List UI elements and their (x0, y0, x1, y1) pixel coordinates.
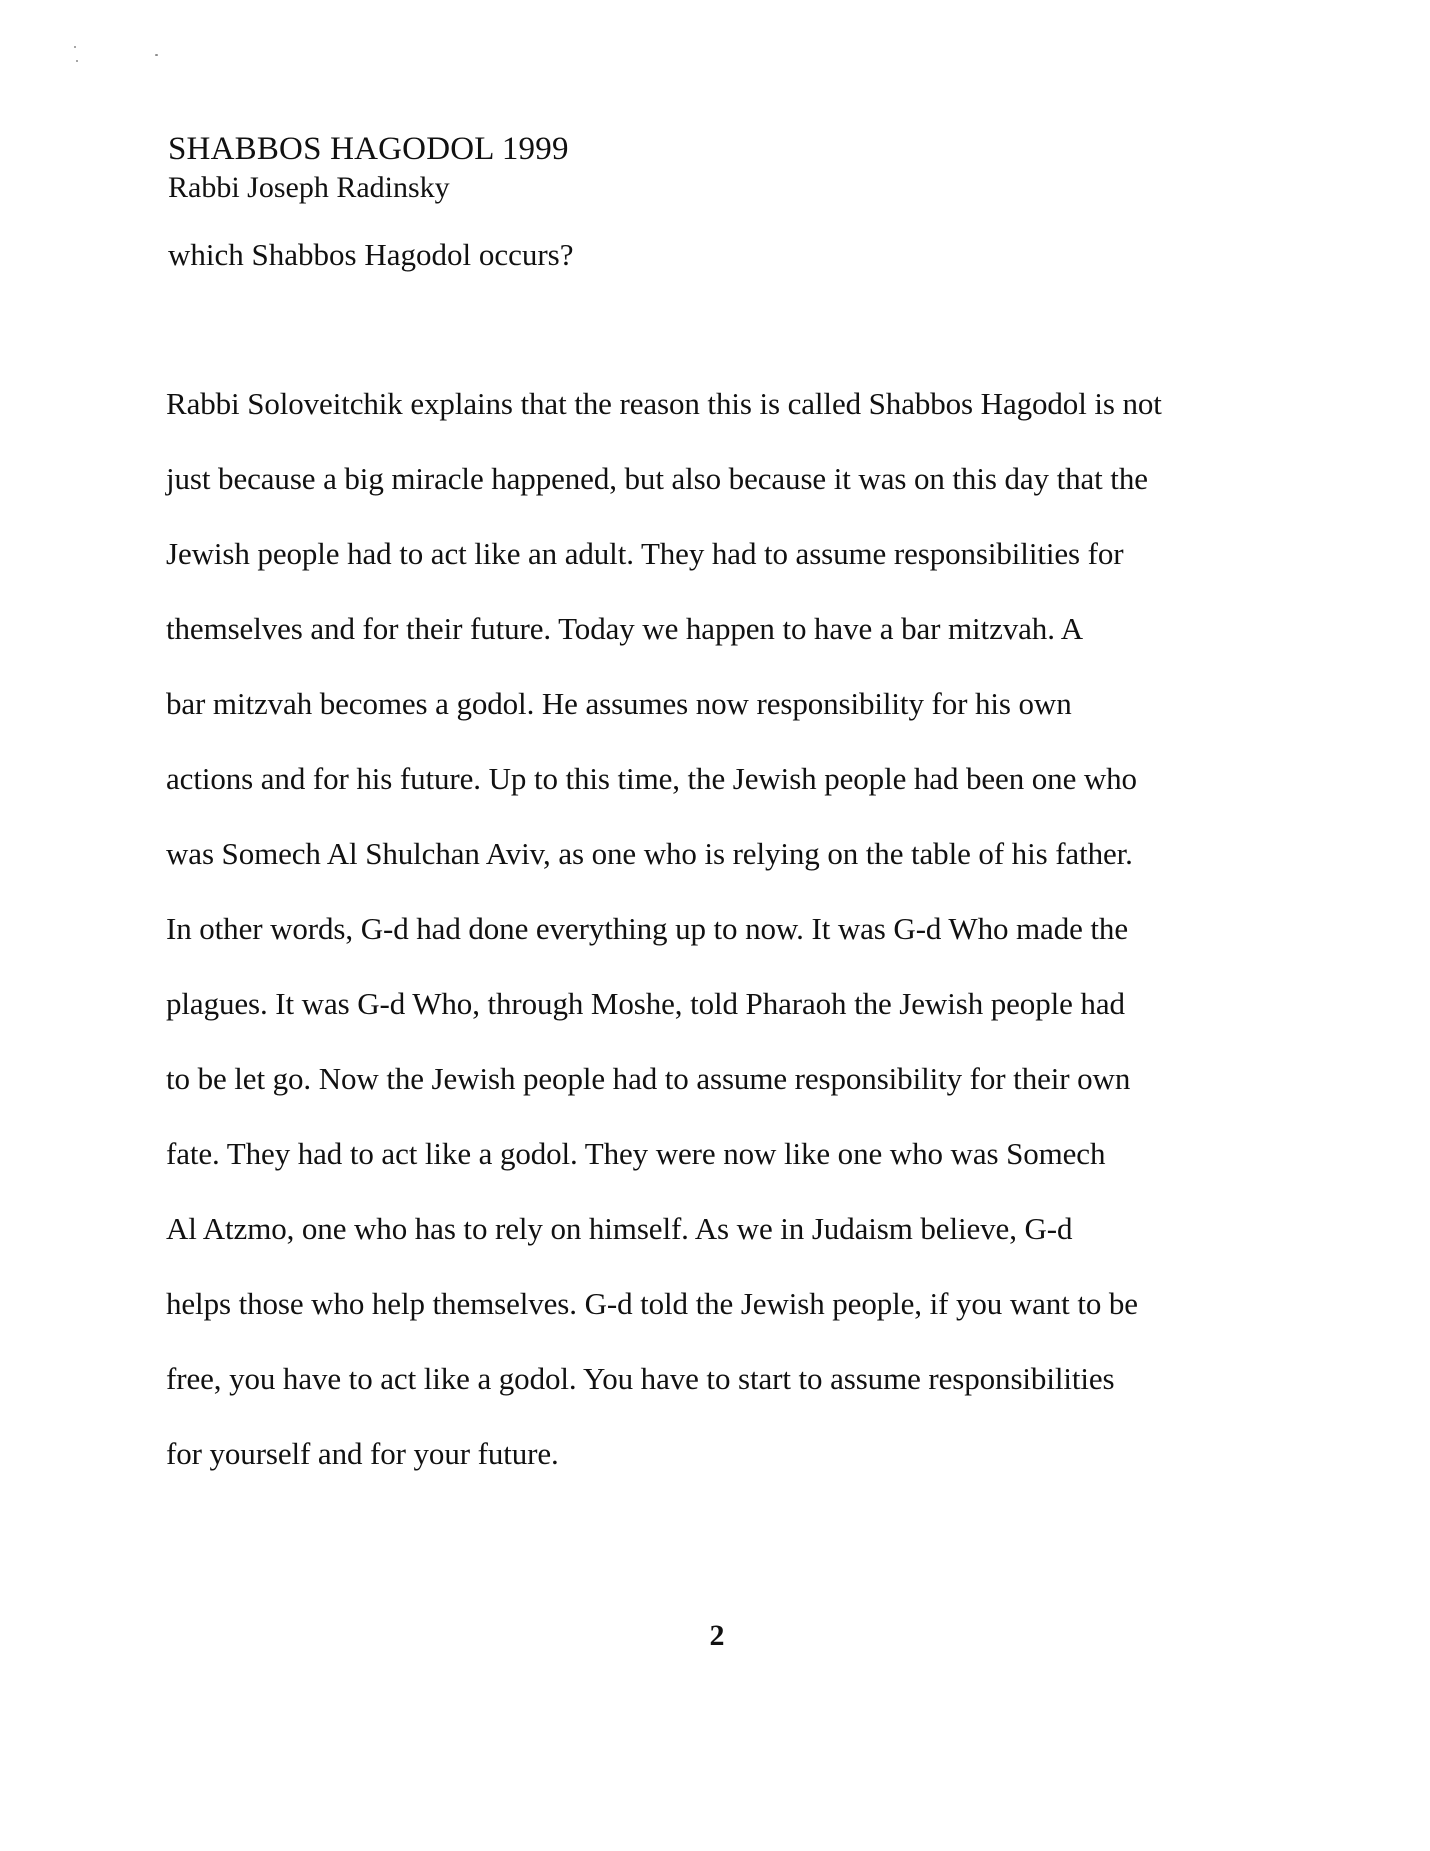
paragraph-line: just because a big miracle happened, but also because it was on this day that the (166, 461, 1148, 496)
paragraph-line: Rabbi Soloveitchik explains that the reason this is called Shabbos Hagodol is not (166, 386, 1162, 421)
page-number: 2 (709, 1619, 725, 1652)
continued-sentence-fragment: which Shabbos Hagodol occurs? (168, 237, 574, 272)
scan-speck (155, 54, 158, 56)
paragraph-line: actions and for his future. Up to this time, the Jewish people had been one who (166, 761, 1137, 796)
paragraph-line: bar mitzvah becomes a godol. He assumes now responsibility for his own (166, 686, 1072, 721)
scan-speck (74, 46, 76, 48)
document-title: SHABBOS HAGODOL 1999 (168, 131, 569, 167)
paragraph-line: helps those who help themselves. G-d told the Jewish people, if you want to be (166, 1286, 1138, 1321)
body-paragraph (166, 382, 1276, 1507)
paragraph-line: plagues. It was G-d Who, through Moshe, told Pharaoh the Jewish people had (166, 986, 1125, 1021)
paragraph-line: Jewish people had to act like an adult. They had to assume responsibilities for (166, 536, 1124, 571)
paragraph-line: was Somech Al Shulchan Aviv, as one who is relying on the table of his father. (166, 836, 1133, 871)
paragraph-line: for yourself and for your future. (166, 1436, 559, 1471)
paragraph-line: Al Atzmo, one who has to rely on himself. As we in Judaism believe, G-d (166, 1211, 1073, 1246)
document-author: Rabbi Joseph Radinsky (168, 171, 450, 204)
paragraph-line: to be let go. Now the Jewish people had to assume responsibility for their own (166, 1061, 1131, 1096)
paragraph-line: free, you have to act like a godol. You have to start to assume responsibilities (166, 1361, 1115, 1396)
scan-speck (76, 60, 78, 62)
paragraph-line: fate. They had to act like a godol. They were now like one who was Somech (166, 1136, 1106, 1171)
paragraph-line: themselves and for their future. Today we happen to have a bar mitzvah. A (166, 611, 1084, 646)
paragraph-line: In other words, G-d had done everything up to now. It was G-d Who made the (166, 911, 1128, 946)
